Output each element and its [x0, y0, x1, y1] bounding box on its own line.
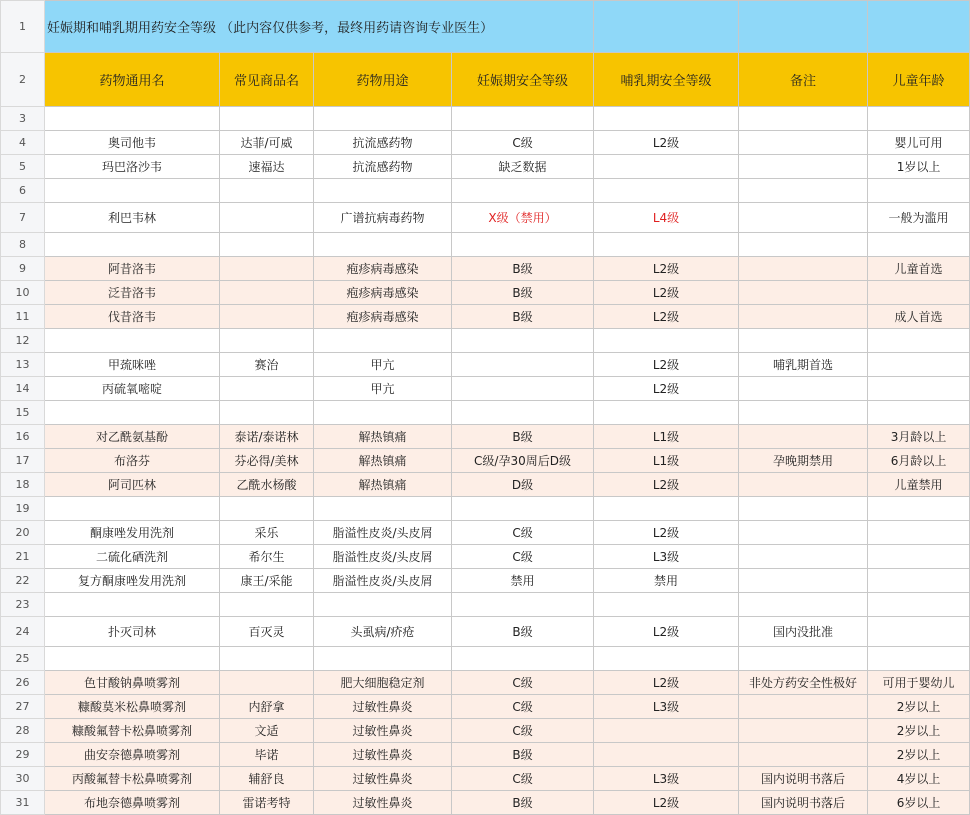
table-row: [1, 233, 970, 257]
cell[interactable]: B级: [452, 281, 594, 305]
row-header[interactable]: 26: [1, 671, 45, 695]
cell[interactable]: 色甘酸钠鼻喷雾剂: [45, 671, 220, 695]
cell[interactable]: 赛治: [220, 353, 314, 377]
header-notes[interactable]: 备注: [739, 53, 868, 107]
cell[interactable]: 抗流感药物: [314, 155, 452, 179]
cell[interactable]: [45, 593, 220, 617]
cell[interactable]: [868, 329, 970, 353]
cell[interactable]: [739, 305, 868, 329]
row-header[interactable]: 29: [1, 743, 45, 767]
cell[interactable]: L2级: [594, 671, 739, 695]
cell[interactable]: X级（禁用）: [452, 203, 594, 233]
cell[interactable]: L2级: [594, 617, 739, 647]
row-header[interactable]: 8: [1, 233, 45, 257]
cell[interactable]: [739, 1, 868, 53]
cell[interactable]: [868, 617, 970, 647]
table-row: [1, 305, 970, 329]
cell[interactable]: [739, 593, 868, 617]
cell[interactable]: 毕诺: [220, 743, 314, 767]
cell[interactable]: [594, 497, 739, 521]
cell[interactable]: [220, 593, 314, 617]
cell[interactable]: [314, 329, 452, 353]
cell[interactable]: B级: [452, 257, 594, 281]
cell[interactable]: 利巴韦林: [45, 203, 220, 233]
row-header[interactable]: 15: [1, 401, 45, 425]
cell[interactable]: 孕晚期禁用: [739, 449, 868, 473]
row-header[interactable]: 10: [1, 281, 45, 305]
row-header[interactable]: 9: [1, 257, 45, 281]
cell[interactable]: [220, 203, 314, 233]
cell[interactable]: L2级: [594, 377, 739, 401]
header-row: [1, 53, 970, 107]
cell[interactable]: [739, 203, 868, 233]
cell[interactable]: 玛巴洛沙韦: [45, 155, 220, 179]
cell[interactable]: [220, 179, 314, 203]
cell[interactable]: 非处方药安全性极好: [739, 671, 868, 695]
cell[interactable]: 缺乏数据: [452, 155, 594, 179]
cell[interactable]: 对乙酰氨基酚: [45, 425, 220, 449]
cell[interactable]: [868, 377, 970, 401]
table-row: [1, 569, 970, 593]
cell[interactable]: [452, 497, 594, 521]
cell[interactable]: B级: [452, 425, 594, 449]
cell[interactable]: [868, 647, 970, 671]
cell[interactable]: 疱疹病毒感染: [314, 305, 452, 329]
table-row: [1, 593, 970, 617]
title-row: [1, 1, 970, 53]
table-row: [1, 521, 970, 545]
cell[interactable]: 1岁以上: [868, 155, 970, 179]
cell[interactable]: 过敏性鼻炎: [314, 767, 452, 791]
cell[interactable]: C级: [452, 521, 594, 545]
cell[interactable]: L2级: [594, 305, 739, 329]
cell[interactable]: 疱疹病毒感染: [314, 281, 452, 305]
cell[interactable]: [739, 107, 868, 131]
table-row: [1, 695, 970, 719]
cell[interactable]: 可用于婴幼儿: [868, 671, 970, 695]
table-row: [1, 743, 970, 767]
cell[interactable]: 速福达: [220, 155, 314, 179]
row-header[interactable]: 16: [1, 425, 45, 449]
table-row: [1, 353, 970, 377]
cell[interactable]: [739, 329, 868, 353]
cell[interactable]: [452, 179, 594, 203]
cell[interactable]: 康王/采能: [220, 569, 314, 593]
cell[interactable]: 扑灭司林: [45, 617, 220, 647]
cell[interactable]: C级: [452, 545, 594, 569]
cell[interactable]: [594, 107, 739, 131]
row-header[interactable]: 3: [1, 107, 45, 131]
cell[interactable]: 伐昔洛韦: [45, 305, 220, 329]
header-pregnancy-level[interactable]: 妊娠期安全等级: [452, 53, 594, 107]
cell[interactable]: C级: [452, 695, 594, 719]
cell[interactable]: C级: [452, 671, 594, 695]
cell[interactable]: L3级: [594, 545, 739, 569]
cell[interactable]: L1级: [594, 449, 739, 473]
cell[interactable]: [45, 329, 220, 353]
cell[interactable]: 甲亢: [314, 353, 452, 377]
cell[interactable]: 一般为滥用: [868, 203, 970, 233]
cell[interactable]: [594, 233, 739, 257]
cell[interactable]: B级: [452, 617, 594, 647]
cell[interactable]: [594, 179, 739, 203]
cell[interactable]: [594, 743, 739, 767]
row-header[interactable]: 17: [1, 449, 45, 473]
cell[interactable]: [594, 329, 739, 353]
cell[interactable]: 泛昔洛韦: [45, 281, 220, 305]
cell[interactable]: 二硫化硒洗剂: [45, 545, 220, 569]
cell[interactable]: [594, 401, 739, 425]
row-header[interactable]: 30: [1, 767, 45, 791]
cell[interactable]: [594, 1, 739, 53]
cell[interactable]: [314, 233, 452, 257]
table-row: [1, 401, 970, 425]
row-header[interactable]: 7: [1, 203, 45, 233]
cell[interactable]: [314, 593, 452, 617]
table-row: [1, 155, 970, 179]
row-header[interactable]: 25: [1, 647, 45, 671]
cell[interactable]: [868, 497, 970, 521]
cell[interactable]: 阿司匹林: [45, 473, 220, 497]
cell[interactable]: 脂溢性皮炎/头皮屑: [314, 521, 452, 545]
row-header[interactable]: 24: [1, 617, 45, 647]
cell[interactable]: [45, 233, 220, 257]
cell[interactable]: L2级: [594, 257, 739, 281]
cell[interactable]: [220, 329, 314, 353]
table-row: [1, 377, 970, 401]
row-header[interactable]: 4: [1, 131, 45, 155]
cell[interactable]: [868, 401, 970, 425]
row-header[interactable]: 1: [1, 1, 45, 53]
cell[interactable]: [868, 1, 970, 53]
cell[interactable]: [739, 521, 868, 545]
cell[interactable]: 头虱病/疥疮: [314, 617, 452, 647]
table-row: [1, 617, 970, 647]
header-child-age[interactable]: 儿童年龄: [868, 53, 970, 107]
table-row: [1, 425, 970, 449]
cell[interactable]: 布洛芬: [45, 449, 220, 473]
cell[interactable]: 过敏性鼻炎: [314, 743, 452, 767]
cell[interactable]: [220, 107, 314, 131]
table-row: [1, 545, 970, 569]
cell[interactable]: 脂溢性皮炎/头皮屑: [314, 545, 452, 569]
cell[interactable]: L3级: [594, 767, 739, 791]
cell[interactable]: 希尔生: [220, 545, 314, 569]
cell[interactable]: [739, 545, 868, 569]
table-row: [1, 257, 970, 281]
cell[interactable]: [220, 671, 314, 695]
cell[interactable]: [868, 593, 970, 617]
row-header[interactable]: 5: [1, 155, 45, 179]
cell[interactable]: [220, 497, 314, 521]
cell[interactable]: L2级: [594, 281, 739, 305]
cell[interactable]: B级: [452, 743, 594, 767]
header-generic-name[interactable]: 药物通用名: [45, 53, 220, 107]
cell[interactable]: [739, 179, 868, 203]
cell[interactable]: L2级: [594, 131, 739, 155]
cell[interactable]: [314, 179, 452, 203]
cell[interactable]: 4岁以上: [868, 767, 970, 791]
cell[interactable]: L2级: [594, 791, 739, 815]
cell[interactable]: 过敏性鼻炎: [314, 695, 452, 719]
cell[interactable]: 甲亢: [314, 377, 452, 401]
table-row: [1, 329, 970, 353]
cell[interactable]: C级/孕30周后D级: [452, 449, 594, 473]
cell[interactable]: [220, 401, 314, 425]
cell[interactable]: B级: [452, 305, 594, 329]
cell[interactable]: [314, 647, 452, 671]
cell[interactable]: [220, 377, 314, 401]
row-header[interactable]: 12: [1, 329, 45, 353]
cell[interactable]: 酮康唑发用洗剂: [45, 521, 220, 545]
table-row: [1, 671, 970, 695]
cell[interactable]: D级: [452, 473, 594, 497]
row-header[interactable]: 19: [1, 497, 45, 521]
cell[interactable]: 雷诺考特: [220, 791, 314, 815]
cell[interactable]: 乙酰水杨酸: [220, 473, 314, 497]
cell[interactable]: 糠酸莫米松鼻喷雾剂: [45, 695, 220, 719]
cell[interactable]: 芬必得/美林: [220, 449, 314, 473]
row-header[interactable]: 2: [1, 53, 45, 107]
cell[interactable]: L2级: [594, 521, 739, 545]
cell[interactable]: 抗流感药物: [314, 131, 452, 155]
cell[interactable]: [739, 131, 868, 155]
cell[interactable]: [868, 107, 970, 131]
cell[interactable]: [45, 647, 220, 671]
row-header[interactable]: 6: [1, 179, 45, 203]
cell[interactable]: L2级: [594, 353, 739, 377]
cell[interactable]: 3月龄以上: [868, 425, 970, 449]
cell[interactable]: [594, 155, 739, 179]
cell[interactable]: [45, 401, 220, 425]
row-header[interactable]: 27: [1, 695, 45, 719]
cell[interactable]: 疱疹病毒感染: [314, 257, 452, 281]
row-header[interactable]: 31: [1, 791, 45, 815]
cell[interactable]: [594, 719, 739, 743]
cell[interactable]: 过敏性鼻炎: [314, 791, 452, 815]
cell[interactable]: [739, 257, 868, 281]
row-header[interactable]: 28: [1, 719, 45, 743]
cell[interactable]: 解热镇痛: [314, 473, 452, 497]
cell[interactable]: B级: [452, 791, 594, 815]
table-row: [1, 767, 970, 791]
cell[interactable]: [868, 521, 970, 545]
table-row: [1, 179, 970, 203]
cell[interactable]: 阿昔洛韦: [45, 257, 220, 281]
cell[interactable]: [739, 743, 868, 767]
cell[interactable]: 6岁以上: [868, 791, 970, 815]
cell[interactable]: [314, 497, 452, 521]
cell[interactable]: 辅舒良: [220, 767, 314, 791]
header-usage[interactable]: 药物用途: [314, 53, 452, 107]
cell[interactable]: 禁用: [594, 569, 739, 593]
cell[interactable]: [452, 401, 594, 425]
cell[interactable]: [594, 647, 739, 671]
row-header[interactable]: 21: [1, 545, 45, 569]
table-row: [1, 281, 970, 305]
cell[interactable]: [739, 647, 868, 671]
cell[interactable]: [452, 233, 594, 257]
row-header[interactable]: 22: [1, 569, 45, 593]
cell[interactable]: [314, 401, 452, 425]
cell[interactable]: 解热镇痛: [314, 425, 452, 449]
cell[interactable]: [739, 569, 868, 593]
cell[interactable]: [739, 281, 868, 305]
row-header[interactable]: 14: [1, 377, 45, 401]
cell[interactable]: 丙硫氧嘧啶: [45, 377, 220, 401]
cell[interactable]: L4级: [594, 203, 739, 233]
cell[interactable]: [868, 569, 970, 593]
cell[interactable]: C级: [452, 719, 594, 743]
cell[interactable]: 过敏性鼻炎: [314, 719, 452, 743]
cell[interactable]: [220, 257, 314, 281]
cell[interactable]: [220, 233, 314, 257]
cell[interactable]: [868, 281, 970, 305]
cell[interactable]: [739, 233, 868, 257]
cell[interactable]: [220, 281, 314, 305]
cell[interactable]: 儿童禁用: [868, 473, 970, 497]
table-row: [1, 203, 970, 233]
cell[interactable]: [868, 179, 970, 203]
cell[interactable]: [739, 425, 868, 449]
cell[interactable]: [739, 377, 868, 401]
cell[interactable]: [739, 473, 868, 497]
cell[interactable]: 采乐: [220, 521, 314, 545]
cell[interactable]: 解热镇痛: [314, 449, 452, 473]
cell[interactable]: 成人首选: [868, 305, 970, 329]
cell[interactable]: [452, 377, 594, 401]
table-row: [1, 647, 970, 671]
cell[interactable]: 百灭灵: [220, 617, 314, 647]
cell[interactable]: 布地奈德鼻喷雾剂: [45, 791, 220, 815]
cell[interactable]: 内舒拿: [220, 695, 314, 719]
cell[interactable]: 哺乳期首选: [739, 353, 868, 377]
table-row: [1, 449, 970, 473]
row-header[interactable]: 18: [1, 473, 45, 497]
cell[interactable]: [739, 497, 868, 521]
cell[interactable]: [739, 695, 868, 719]
cell[interactable]: 2岁以上: [868, 743, 970, 767]
cell[interactable]: 肥大细胞稳定剂: [314, 671, 452, 695]
cell[interactable]: [868, 353, 970, 377]
cell[interactable]: 奥司他韦: [45, 131, 220, 155]
cell[interactable]: 丙酸氟替卡松鼻喷雾剂: [45, 767, 220, 791]
row-header[interactable]: 11: [1, 305, 45, 329]
cell[interactable]: C级: [452, 131, 594, 155]
cell[interactable]: 曲安奈德鼻喷雾剂: [45, 743, 220, 767]
row-header[interactable]: 13: [1, 353, 45, 377]
cell[interactable]: [45, 107, 220, 131]
cell[interactable]: 禁用: [452, 569, 594, 593]
cell[interactable]: 糠酸氟替卡松鼻喷雾剂: [45, 719, 220, 743]
cell[interactable]: 泰诺/泰诺林: [220, 425, 314, 449]
cell[interactable]: [594, 593, 739, 617]
table-row: [1, 107, 970, 131]
cell[interactable]: [739, 155, 868, 179]
cell[interactable]: 国内说明书落后: [739, 791, 868, 815]
cell[interactable]: 达菲/可威: [220, 131, 314, 155]
table-row: [1, 497, 970, 521]
cell[interactable]: [220, 305, 314, 329]
header-brand-name[interactable]: 常见商品名: [220, 53, 314, 107]
row-header[interactable]: 20: [1, 521, 45, 545]
cell[interactable]: [314, 107, 452, 131]
table-row: [1, 131, 970, 155]
cell[interactable]: [45, 179, 220, 203]
row-header[interactable]: 23: [1, 593, 45, 617]
cell[interactable]: [452, 107, 594, 131]
cell[interactable]: [452, 329, 594, 353]
cell[interactable]: 国内没批准: [739, 617, 868, 647]
cell[interactable]: 甲巯咪唑: [45, 353, 220, 377]
cell[interactable]: [452, 647, 594, 671]
cell[interactable]: L2级: [594, 473, 739, 497]
cell[interactable]: [220, 647, 314, 671]
header-lactation-level[interactable]: 哺乳期安全等级: [594, 53, 739, 107]
cell[interactable]: 婴儿可用: [868, 131, 970, 155]
cell[interactable]: L3级: [594, 695, 739, 719]
sheet-title[interactable]: 妊娠期和哺乳期用药安全等级 （此内容仅供参考，最终用药请咨询专业医生）: [45, 1, 594, 53]
cell[interactable]: 文适: [220, 719, 314, 743]
table-row: [1, 719, 970, 743]
cell[interactable]: [45, 497, 220, 521]
cell[interactable]: [868, 545, 970, 569]
cell[interactable]: 2岁以上: [868, 695, 970, 719]
cell[interactable]: 6月龄以上: [868, 449, 970, 473]
table-row: [1, 473, 970, 497]
cell[interactable]: 脂溢性皮炎/头皮屑: [314, 569, 452, 593]
cell[interactable]: 广谱抗病毒药物: [314, 203, 452, 233]
cell[interactable]: 儿童首选: [868, 257, 970, 281]
cell[interactable]: 2岁以上: [868, 719, 970, 743]
cell[interactable]: L1级: [594, 425, 739, 449]
cell[interactable]: [739, 401, 868, 425]
cell[interactable]: [452, 353, 594, 377]
cell[interactable]: 复方酮康唑发用洗剂: [45, 569, 220, 593]
cell[interactable]: [452, 593, 594, 617]
cell[interactable]: [868, 233, 970, 257]
cell[interactable]: [739, 719, 868, 743]
cell[interactable]: 国内说明书落后: [739, 767, 868, 791]
cell[interactable]: C级: [452, 767, 594, 791]
table-row: [1, 791, 970, 815]
